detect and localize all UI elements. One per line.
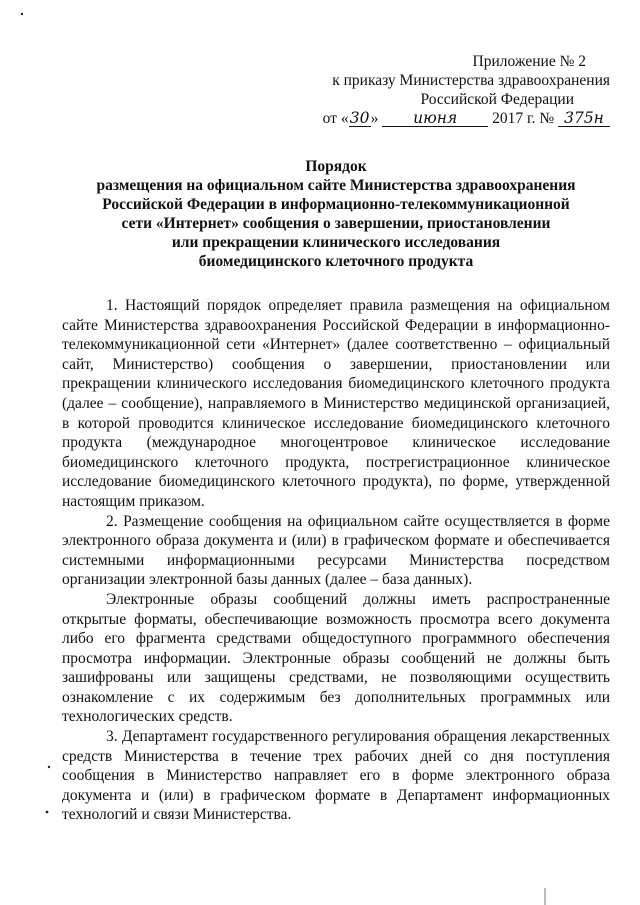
title-line: Российской Федерации в информационно-телекоммуникационной (102, 196, 570, 213)
date-prefix: от « (322, 110, 349, 127)
title-line: Порядок (305, 158, 367, 175)
title-line: биомедицинского клеточного продукта (198, 253, 474, 270)
paragraph-3: Электронные образы сообщений должны иметь распространенные открытые форматы, обеспечивающие возможность просмотра всего документа либо его фрагмента средствами общедоступного программного обеспечения просмотра информации. Электронные образы сообщений не должны быть зашифрованы или защищены средствами, не позволяющими осуществить ознакомление с их содержимым без дополнительных программных или технологических средств. (62, 590, 610, 726)
appendix-order-ref: к приказу Министерства здравоохранения (332, 72, 610, 89)
paragraph-4: 3. Департамент государственного регулирования обращения лекарственных средств Министерства в течение трех рабочих дней со дня поступления сообщения в Министерство направляет его в форме электронного образа документа и (или) в графическом формате в Департамент информационных технологий и связи Министерства. (62, 728, 610, 824)
paragraph-1: 1. Настоящий порядок определяет правила размещения на официальном сайте Министерства здравоохранения Российской Федерации в информационно-телекоммуникационной сети «Интернет» (далее соответственно – официальный сайт, Министерство) сообщения о завершении, приостановлении или прекращении клинического исследования биомедицинского клеточного продукта (далее – сообщение), направляемого в Министерство медицинской организацией, в которой проводится клиническое исследование биомедицинского клеточного продукта (международное многоцентровое клиническое исследование биомедицинского клеточного продукта, пострегистрационное клиническое исследование биомедицинского клеточного продукта), по форме, утвержденной настоящим приказом. (62, 297, 610, 510)
title-line: сети «Интернет» сообщения о завершении, приостановлении (121, 215, 551, 232)
title-line: или прекращении клинического исследования (171, 234, 501, 251)
date-mid: » (370, 110, 379, 127)
order-number-handwritten: 375н (558, 110, 610, 127)
date-month-handwritten: июня (382, 110, 488, 127)
paragraph-2: 2. Размещение сообщения на официальном сайте осуществляется в форме электронного образа документа и (или) в графическом формате и обеспечивается системными информационными ресурсами Министерства посредством организации электронной базы данных (далее – база данных). (62, 512, 610, 589)
appendix-federation: Российской Федерации (420, 91, 574, 108)
title-line: размещения на официальном сайте Министерства здравоохранения (96, 177, 576, 194)
appendix-number: Приложение № 2 (472, 53, 586, 70)
date-day-handwritten: 30 (349, 109, 370, 127)
date-year: 2017 г. № (492, 110, 555, 127)
